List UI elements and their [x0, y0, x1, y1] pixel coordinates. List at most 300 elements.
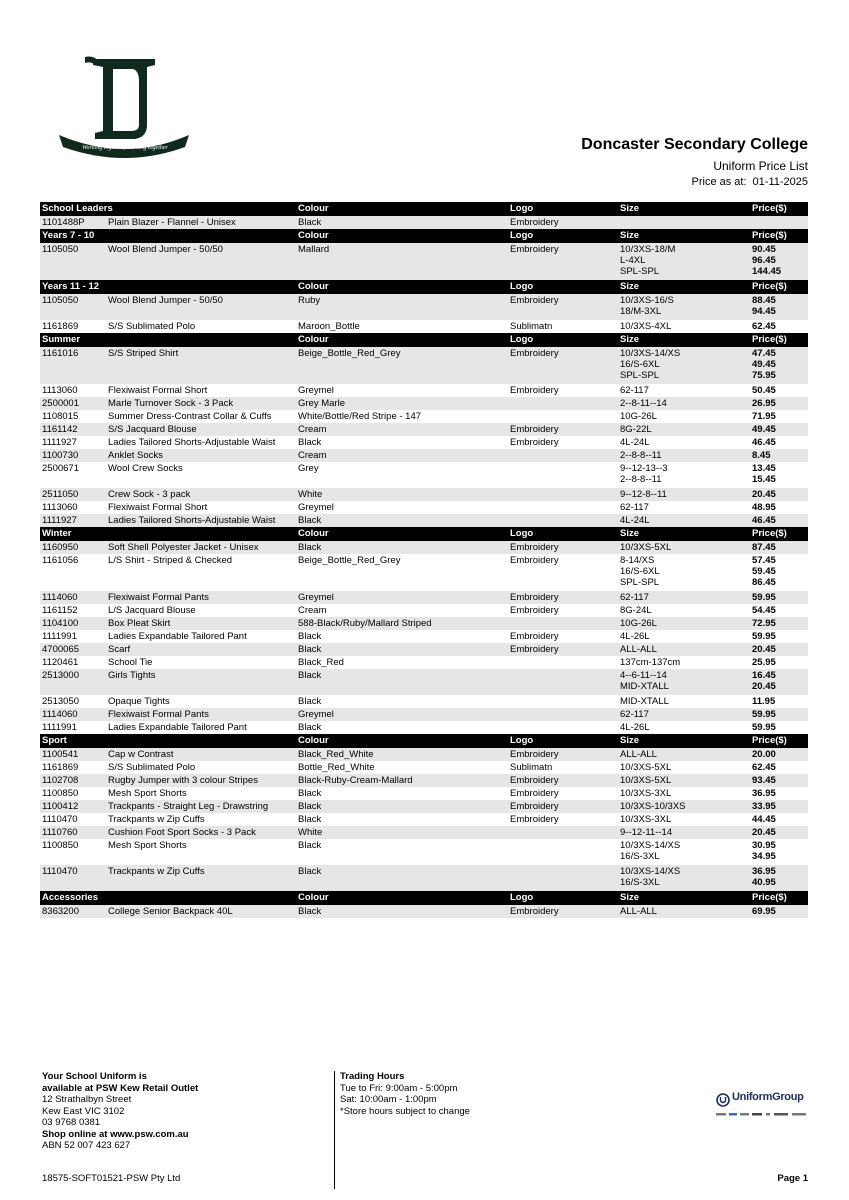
item-code: 1113060	[42, 385, 78, 396]
item-price: 33.95	[752, 801, 776, 812]
item-size: 10/3XS-18/M	[620, 244, 676, 255]
item-logo	[508, 865, 618, 891]
price-as-at-date: 01-11-2025	[752, 176, 808, 188]
section-name: Winter	[40, 527, 296, 541]
item-colour: Greymel	[298, 385, 334, 396]
item-logo	[508, 708, 618, 721]
item-prices	[750, 488, 808, 501]
item-description: Cap w Contrast	[106, 748, 296, 761]
column-header-colour: Colour	[296, 527, 508, 541]
item-description: Flexiwaist Formal Short	[108, 502, 208, 513]
item-logo	[508, 449, 618, 462]
trading-saturday: Sat: 10:00am - 1:00pm	[340, 1094, 437, 1105]
item-code: 2500671	[42, 463, 79, 474]
footer-doc-code: 18575-SOFT01521-PSW Pty Ltd	[42, 1173, 181, 1184]
item-description: School Tie	[108, 657, 153, 668]
table-row	[40, 347, 808, 384]
section-header	[40, 280, 808, 294]
item-colour: Black	[296, 865, 508, 891]
item-colour: Greymel	[296, 708, 508, 721]
item-sizes	[618, 905, 750, 918]
item-logo: Embroidery	[508, 774, 618, 787]
table-row	[40, 436, 808, 449]
footer-trading-hours	[340, 1071, 470, 1117]
item-price: 54.45	[752, 605, 776, 616]
item-price: 20.45	[752, 681, 776, 692]
table-row	[40, 695, 808, 708]
item-colour: Maroon_Bottle	[298, 321, 360, 332]
item-code: 1161016	[40, 347, 106, 384]
column-header-colour: Colour	[296, 891, 508, 905]
column-header-colour: Colour	[296, 333, 508, 347]
table-row	[40, 800, 808, 813]
item-size: 10/3XS-14/XS	[620, 348, 681, 359]
table-row	[40, 449, 808, 462]
item-sizes	[618, 488, 750, 501]
price-as-at-label: Price as at:	[691, 176, 747, 188]
item-colour: Beige_Bottle_Red_Grey	[298, 555, 401, 566]
column-header-size: Size	[618, 280, 750, 294]
item-sizes	[618, 761, 750, 774]
item-prices	[750, 708, 808, 721]
item-description: Ladies Tailored Shorts-Adjustable Waist	[106, 514, 296, 527]
item-size: L-4XL	[620, 255, 646, 266]
item-logo: Embroidery	[510, 788, 559, 799]
item-price: 13.45	[752, 463, 776, 474]
item-colour: Black_Red	[298, 657, 344, 668]
item-sizes	[618, 294, 750, 320]
item-description: Flexiwaist Formal Short	[108, 385, 208, 396]
item-colour: Black	[298, 696, 322, 707]
item-size: 10/3XS-3XL	[620, 788, 672, 799]
item-code: 8363200	[40, 905, 106, 918]
item-logo: Sublimatn	[510, 321, 553, 332]
item-price: 46.45	[752, 515, 776, 526]
column-header-logo: Logo	[508, 333, 618, 347]
item-price: 30.95	[752, 840, 776, 851]
item-size: 62-117	[620, 502, 649, 513]
item-code: 1161152	[42, 605, 78, 616]
item-description: Girls Tights	[106, 669, 296, 695]
item-colour: Black	[296, 216, 508, 229]
item-prices	[750, 721, 808, 734]
item-description: S/S Sublimated Polo	[108, 321, 196, 332]
item-description: College Senior Backpack 40L	[106, 905, 296, 918]
item-price: 49.45	[752, 424, 776, 435]
table-row	[40, 813, 808, 826]
item-prices	[750, 216, 808, 229]
item-description: Trackpants - Straight Leg - Drawstring	[106, 800, 296, 813]
item-size: 10G-26L	[620, 618, 657, 629]
item-sizes	[618, 554, 750, 591]
item-logo: Embroidery	[508, 294, 618, 320]
item-size: 10/3XS-3XL	[620, 814, 672, 825]
item-price: 62.45	[752, 762, 776, 773]
item-sizes	[618, 436, 750, 449]
item-price: 50.45	[752, 385, 776, 396]
item-size: 137cm-137cm	[620, 657, 681, 668]
item-code: 1110760	[40, 826, 106, 839]
item-logo: Embroidery	[508, 748, 618, 761]
college-name: Doncaster Secondary College	[581, 136, 808, 153]
column-header-colour: Colour	[296, 280, 508, 294]
table-row	[40, 591, 808, 604]
table-row	[40, 761, 808, 774]
item-sizes	[618, 708, 750, 721]
item-price: 94.45	[752, 306, 776, 317]
section-header	[40, 527, 808, 541]
item-size: 4L-24L	[620, 437, 650, 448]
item-colour: Beige_Bottle_Red_Grey	[296, 347, 508, 384]
table-row	[40, 643, 808, 656]
item-logo: Embroidery	[508, 591, 618, 604]
item-size: 10/3XS-14/XS	[620, 840, 681, 851]
section-header	[40, 734, 808, 748]
item-prices	[750, 617, 808, 630]
item-prices	[750, 410, 808, 423]
item-size: 10/3XS-16/S	[620, 295, 674, 306]
section-name: School Leaders	[40, 202, 296, 216]
item-price: 62.45	[752, 321, 776, 332]
item-prices	[750, 787, 808, 800]
brand-partner-strip	[716, 1112, 808, 1117]
column-header-price: Price($)	[750, 734, 808, 748]
column-header-size: Size	[618, 891, 750, 905]
item-sizes	[618, 423, 750, 436]
item-logo	[508, 488, 618, 501]
item-colour: Black	[298, 788, 322, 799]
item-size: 10/3XS-4XL	[620, 321, 672, 332]
logo-motto: Working together, learning together	[82, 145, 168, 151]
table-row	[40, 243, 808, 280]
item-price: 96.45	[752, 255, 776, 266]
trading-weekdays: Tue to Fri: 9:00am - 5:00pm	[340, 1082, 458, 1094]
footer-line2: available at PSW Kew Retail Outlet	[42, 1082, 199, 1094]
item-size: 16/S-3XL	[620, 877, 660, 888]
item-size: 9--12-11--14	[620, 827, 673, 838]
item-price: 87.45	[752, 542, 776, 553]
column-header-price: Price($)	[750, 527, 808, 541]
item-description: Scarf	[106, 643, 296, 656]
item-code: 2513050	[42, 696, 79, 707]
item-prices	[750, 320, 808, 333]
item-price: 59.95	[752, 722, 776, 733]
column-header-price: Price($)	[750, 280, 808, 294]
item-sizes	[618, 347, 750, 384]
item-code: 4700065	[40, 643, 106, 656]
item-colour: White	[296, 826, 508, 839]
item-sizes	[618, 591, 750, 604]
section-name: Years 11 - 12	[40, 280, 296, 294]
item-prices	[750, 630, 808, 643]
item-colour: Cream	[298, 605, 327, 616]
trading-title: Trading Hours	[340, 1071, 405, 1082]
item-code: 1161142	[40, 423, 106, 436]
item-logo: Embroidery	[510, 385, 559, 396]
item-price: 71.95	[752, 411, 776, 422]
item-price: 46.45	[752, 437, 776, 448]
item-colour: Black	[298, 437, 322, 448]
item-colour: White/Bottle/Red Stripe - 147	[298, 411, 422, 422]
item-price: 59.95	[752, 592, 776, 603]
item-description: Box Pleat Skirt	[106, 617, 296, 630]
column-header-colour: Colour	[296, 202, 508, 216]
item-code: 1104100	[40, 617, 106, 630]
item-price: 90.45	[752, 244, 776, 255]
item-size: ALL-ALL	[620, 749, 657, 760]
item-prices	[750, 243, 808, 280]
item-prices	[750, 591, 808, 604]
item-prices	[750, 514, 808, 527]
item-sizes	[618, 630, 750, 643]
item-sizes	[618, 774, 750, 787]
item-size: 10/3XS-10/3XS	[620, 801, 686, 812]
item-sizes	[618, 656, 750, 669]
item-prices	[750, 813, 808, 826]
column-header-logo: Logo	[508, 527, 618, 541]
item-code: 1110470	[42, 814, 78, 825]
item-price: 86.45	[752, 577, 776, 588]
column-header-logo: Logo	[508, 280, 618, 294]
column-header-colour: Colour	[296, 734, 508, 748]
item-prices	[750, 294, 808, 320]
item-code: 1105050	[40, 243, 106, 280]
column-header-logo: Logo	[508, 734, 618, 748]
item-price: 16.45	[752, 670, 776, 681]
item-logo	[508, 514, 618, 527]
item-price: 88.45	[752, 295, 776, 306]
table-row	[40, 216, 808, 229]
item-price: 36.95	[752, 788, 776, 799]
item-description: Plain Blazer - Flannel - Unisex	[106, 216, 296, 229]
item-code: 1161869	[42, 321, 79, 332]
section-name: Years 7 - 10	[40, 229, 296, 243]
item-size: 10/3XS-5XL	[620, 762, 672, 773]
item-logo: Embroidery	[510, 631, 559, 642]
item-description: Trackpants w Zip Cuffs	[108, 814, 205, 825]
item-colour: Cream	[296, 423, 508, 436]
item-logo: Embroidery	[508, 541, 618, 554]
item-logo: Embroidery	[510, 555, 559, 566]
item-price: 40.95	[752, 877, 776, 888]
item-code: 1111991	[42, 722, 77, 733]
item-prices	[750, 462, 808, 488]
item-code: 2511050	[40, 488, 106, 501]
item-price: 8.45	[752, 450, 771, 461]
column-header-logo: Logo	[508, 202, 618, 216]
table-row	[40, 488, 808, 501]
item-prices	[750, 761, 808, 774]
footer-abn: ABN 52 007 423 627	[42, 1140, 131, 1151]
item-size: 10/3XS-5XL	[620, 775, 672, 786]
item-size: 2--8-8--11	[620, 474, 662, 485]
item-colour: Black	[298, 840, 322, 851]
item-colour: Black_Red_White	[296, 748, 508, 761]
item-colour: Greymel	[296, 591, 508, 604]
section-name: Summer	[40, 333, 296, 347]
table-row	[40, 839, 808, 865]
table-row	[40, 410, 808, 423]
item-sizes	[618, 721, 750, 734]
item-size: 2--8-8--11	[620, 450, 662, 461]
item-description: Ladies Expandable Tailored Pant	[108, 722, 247, 733]
item-prices	[750, 669, 808, 695]
page-number: Page 1	[777, 1173, 808, 1184]
table-row	[40, 774, 808, 787]
item-colour: Grey Marle	[296, 397, 508, 410]
item-size: 4L-26L	[620, 722, 650, 733]
item-prices	[750, 865, 808, 891]
item-prices	[750, 774, 808, 787]
table-row	[40, 541, 808, 554]
brand-name: UniformGroup	[732, 1091, 804, 1103]
item-prices	[750, 604, 808, 617]
item-colour: Ruby	[296, 294, 508, 320]
item-sizes	[618, 800, 750, 813]
item-price: 59.45	[752, 566, 776, 577]
item-code: 2500001	[40, 397, 106, 410]
item-code: 1111991	[42, 631, 77, 642]
item-sizes	[618, 397, 750, 410]
table-row	[40, 320, 808, 333]
item-logo: Sublimatn	[510, 762, 553, 773]
item-code: 1113060	[42, 502, 78, 513]
table-row	[40, 604, 808, 617]
column-header-logo: Logo	[508, 229, 618, 243]
item-price: 72.95	[752, 618, 776, 629]
table-row	[40, 905, 808, 918]
item-sizes	[618, 669, 750, 695]
item-sizes	[618, 604, 750, 617]
item-logo	[508, 669, 618, 695]
item-colour: Black	[296, 643, 508, 656]
column-header-price: Price($)	[750, 229, 808, 243]
item-logo	[508, 462, 618, 488]
table-row	[40, 787, 808, 800]
item-logo	[508, 721, 618, 734]
item-logo	[508, 501, 618, 514]
item-code: 1114060	[40, 708, 106, 721]
column-header-size: Size	[618, 527, 750, 541]
item-price: 75.95	[752, 370, 776, 381]
item-sizes	[618, 541, 750, 554]
item-prices	[750, 436, 808, 449]
column-header-logo: Logo	[508, 891, 618, 905]
item-sizes	[618, 216, 750, 229]
item-sizes	[618, 695, 750, 708]
footer-phone: 03 9768 0381	[42, 1117, 101, 1128]
item-description: S/S Jacquard Blouse	[106, 423, 296, 436]
item-description: S/S Sublimated Polo	[108, 762, 196, 773]
item-logo: Embroidery	[508, 643, 618, 656]
item-sizes	[618, 462, 750, 488]
column-header-price: Price($)	[750, 202, 808, 216]
table-row	[40, 554, 808, 591]
item-colour: Black	[298, 631, 322, 642]
item-price: 11.95	[752, 696, 776, 707]
item-price: 47.45	[752, 348, 776, 359]
table-row	[40, 708, 808, 721]
item-description: Soft Shell Polyester Jacket - Unisex	[106, 541, 296, 554]
item-size: 2--8-11--14	[620, 398, 667, 409]
item-code: 1100850	[42, 840, 79, 851]
table-row	[40, 630, 808, 643]
item-sizes	[618, 617, 750, 630]
item-description: Flexiwaist Formal Pants	[106, 708, 296, 721]
item-sizes	[618, 410, 750, 423]
item-prices	[750, 656, 808, 669]
item-sizes	[618, 826, 750, 839]
item-colour: 588-Black/Ruby/Mallard Striped	[296, 617, 508, 630]
footer-address1: 12 Strathalbyn Street	[42, 1094, 132, 1105]
item-logo	[508, 839, 618, 865]
item-code: 1120461	[42, 657, 79, 668]
item-code: 1110470	[40, 865, 106, 891]
item-prices	[750, 541, 808, 554]
item-logo: Embroidery	[510, 814, 559, 825]
item-price: 34.95	[752, 851, 776, 862]
item-size: 62-117	[620, 592, 649, 603]
item-description: Trackpants w Zip Cuffs	[106, 865, 296, 891]
item-sizes	[618, 839, 750, 865]
item-description: Mesh Sport Shorts	[108, 788, 187, 799]
item-logo: Embroidery	[508, 800, 618, 813]
footer-address2: Kew East VIC 3102	[42, 1105, 125, 1117]
section-header	[40, 891, 808, 905]
item-price: 69.95	[752, 906, 776, 917]
item-size: ALL-ALL	[620, 906, 657, 917]
item-description: Wool Crew Socks	[108, 463, 183, 474]
item-sizes	[618, 501, 750, 514]
item-sizes	[618, 865, 750, 891]
item-colour: Mallard	[296, 243, 508, 280]
item-price: 59.95	[752, 709, 776, 720]
section-header	[40, 333, 808, 347]
column-header-size: Size	[618, 734, 750, 748]
item-description: Cushion Foot Sport Socks - 3 Pack	[106, 826, 296, 839]
item-code: 2513000	[40, 669, 106, 695]
item-size: 18/M-3XL	[620, 306, 662, 317]
item-size: 8G-24L	[620, 605, 652, 616]
item-size: 4--6-11--14	[620, 670, 667, 681]
item-price: 59.95	[752, 631, 776, 642]
item-price: 26.95	[752, 398, 776, 409]
college-logo	[55, 55, 195, 160]
item-price: 44.45	[752, 814, 776, 825]
item-prices	[750, 695, 808, 708]
footer-line1: Your School Uniform is	[42, 1071, 147, 1082]
table-row	[40, 294, 808, 320]
item-sizes	[618, 320, 750, 333]
item-logo: Embroidery	[510, 605, 559, 616]
item-size: 62-117	[620, 385, 649, 396]
item-price: 144.45	[752, 266, 782, 277]
item-logo: Embroidery	[508, 347, 618, 384]
item-sizes	[618, 514, 750, 527]
item-colour: White	[296, 488, 508, 501]
item-prices	[750, 423, 808, 436]
footer-shop-online: Shop online at www.psw.com.au	[42, 1128, 189, 1140]
item-prices	[750, 839, 808, 865]
uniform-group-icon	[716, 1091, 730, 1109]
item-colour: Black	[296, 800, 508, 813]
item-colour: Greymel	[298, 502, 334, 513]
price-table	[40, 202, 808, 918]
item-description: Wool Blend Jumper - 50/50	[106, 243, 296, 280]
table-row	[40, 384, 808, 397]
item-logo: Embroidery	[508, 423, 618, 436]
item-description: L/S Jacquard Blouse	[108, 605, 196, 616]
